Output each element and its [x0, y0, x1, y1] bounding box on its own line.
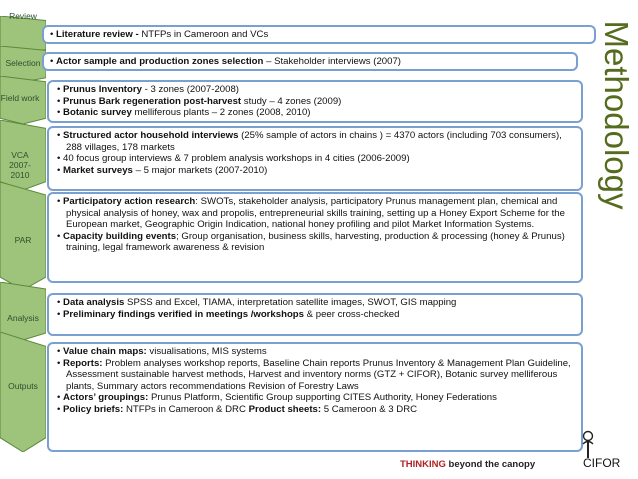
bullet-text: NTFPs in Cameroon and VCs	[141, 29, 269, 40]
bullet-heading: Preliminary findings verified in meetings /workshops	[63, 308, 304, 320]
step-arrow-field-work	[0, 76, 46, 124]
bullet-heading: Prunus Inventory	[63, 84, 142, 95]
bullet-item	[57, 165, 573, 177]
bullet-item	[57, 231, 573, 254]
bullet-list	[57, 346, 573, 416]
step-label-review: Review	[9, 11, 37, 21]
bullet-text: & peer cross-checked	[304, 308, 400, 320]
bullet-item	[57, 346, 573, 358]
bullet-heading: Structured actor household interviews	[63, 130, 239, 141]
step-arrow-par	[0, 182, 46, 290]
bullet-text: melliferous plants – 2 zones (2008, 2010)	[131, 107, 311, 119]
step-box-par	[47, 192, 583, 283]
bullet-text: (25% sample of actors in chains ) = 4370 actors (including 703 consumers), 288 villages, 178 markets	[66, 130, 562, 153]
bullet-list	[57, 297, 573, 320]
footer-tagline	[400, 459, 535, 470]
bullet-item	[57, 96, 573, 108]
bullet-text: - 3 zones (2007-2008)	[141, 84, 239, 95]
chevron-fill	[0, 332, 46, 452]
step-arrow-vca-2007-2010	[0, 120, 46, 190]
bullet-item	[57, 130, 573, 153]
step-label-par: PAR	[14, 235, 32, 245]
bullet-heading: Market surveys	[63, 164, 133, 176]
bullet-item	[57, 309, 573, 321]
bullet-text: Prunus Platform, Scientific Group supporting CITES Authority, Honey Federations	[148, 392, 497, 404]
bullet-text: ; Group organisation, business skills, harvesting, production & processing (honey & Prunus) training, legal framework awareness & revision	[66, 230, 565, 254]
footer-rest: beyond the canopy	[445, 459, 536, 470]
bullet-text: 5 Cameroon & 3 DRC	[321, 403, 418, 415]
footer-highlight: THINKING	[400, 459, 446, 470]
bullet-item	[57, 358, 573, 393]
step-label-vca-2007-2010: VCA 2007-2010	[9, 150, 31, 180]
slide-title	[596, 10, 636, 220]
bullet-item	[57, 84, 573, 96]
bullet-heading: Actors’ groupings:	[63, 392, 149, 404]
bullet-text: Problem analyses workshop reports, Baseline Chain reports Prunus Inventory & Management Plan Guideline, Assessment sustainable harvest methods, Harvest and inventory norms (GTZ + CIFOR), Botanic survey melliferous plants, Summary actors recommendations Revision of Forestry Laws	[66, 357, 571, 392]
step-label-outputs: Outputs	[8, 381, 38, 391]
bullet-text: : SWOTs, stakeholder analysis, participatory Prunus management plan, chemical and physical analysis of honey, wax and propolis, entrepreneurial skills training, setting up a Honey Export Scheme for the European market, Geographic Origin Indication, national honey profiling and pilot Market Information Systems.	[66, 196, 565, 231]
bullet-heading: Participatory action research	[63, 196, 196, 207]
bullet-item	[57, 153, 573, 165]
bullet-heading: Reports:	[63, 357, 103, 369]
bullet-text: SPSS and Excel, TIAMA, interpretation satellite images, SWOT, GIS mapping	[124, 297, 457, 308]
bullet-heading: Value chain maps:	[63, 346, 147, 357]
bullet-text: – 5 major markets (2007-2010)	[132, 164, 268, 176]
step-box-analysis	[47, 293, 583, 336]
bullet-heading: Product sheets:	[248, 403, 322, 415]
bullet-item	[50, 29, 588, 41]
bullet-text: NTFPs in Cameroon & DRC	[123, 403, 249, 415]
bullet-item	[57, 404, 573, 416]
bullet-heading: Actor sample and production zones selection	[56, 56, 264, 67]
bullet-item	[57, 392, 573, 404]
bullet-heading: Literature review -	[56, 29, 142, 40]
bullet-item	[57, 107, 573, 119]
bullet-text: 40 focus group interviews & 7 problem analysis workshops in 4 cities (2006-2009)	[63, 153, 410, 165]
step-box-field-work	[47, 80, 583, 123]
bullet-item	[57, 297, 573, 309]
bullet-list	[57, 84, 573, 119]
step-box-vca-2007-2010	[47, 126, 583, 191]
step-label-analysis: Analysis	[7, 313, 39, 323]
chevron-shape	[0, 332, 46, 452]
step-box-outputs	[47, 342, 583, 452]
step-arrow-outputs	[0, 332, 46, 452]
bullet-list	[50, 29, 588, 41]
bullet-heading: Data analysis	[63, 297, 125, 308]
cifor-logo	[575, 430, 635, 470]
bullet-text: – Stakeholder interviews (2007)	[263, 56, 401, 67]
step-box-selection	[42, 52, 578, 71]
bullet-text: study – 4 zones (2009)	[241, 95, 342, 107]
slide-title-text: Methodology	[598, 20, 635, 210]
bullet-heading: Prunus Bark regeneration post-harvest	[63, 95, 242, 107]
bullet-list	[57, 196, 573, 254]
bullet-heading: Botanic survey	[63, 107, 132, 119]
step-label-selection: Selection	[5, 58, 41, 68]
logo-text: CIFOR	[583, 456, 621, 470]
bullet-item	[57, 196, 573, 231]
bullet-text: visualisations, MIS systems	[146, 346, 267, 357]
bullet-list	[50, 56, 570, 68]
bullet-heading: Capacity building events	[63, 230, 177, 242]
step-label-field-work: Field work	[0, 93, 40, 103]
bullet-heading: Policy briefs:	[63, 403, 124, 415]
step-box-review	[42, 25, 596, 44]
bullet-item	[50, 56, 570, 68]
bullet-list	[57, 130, 573, 176]
